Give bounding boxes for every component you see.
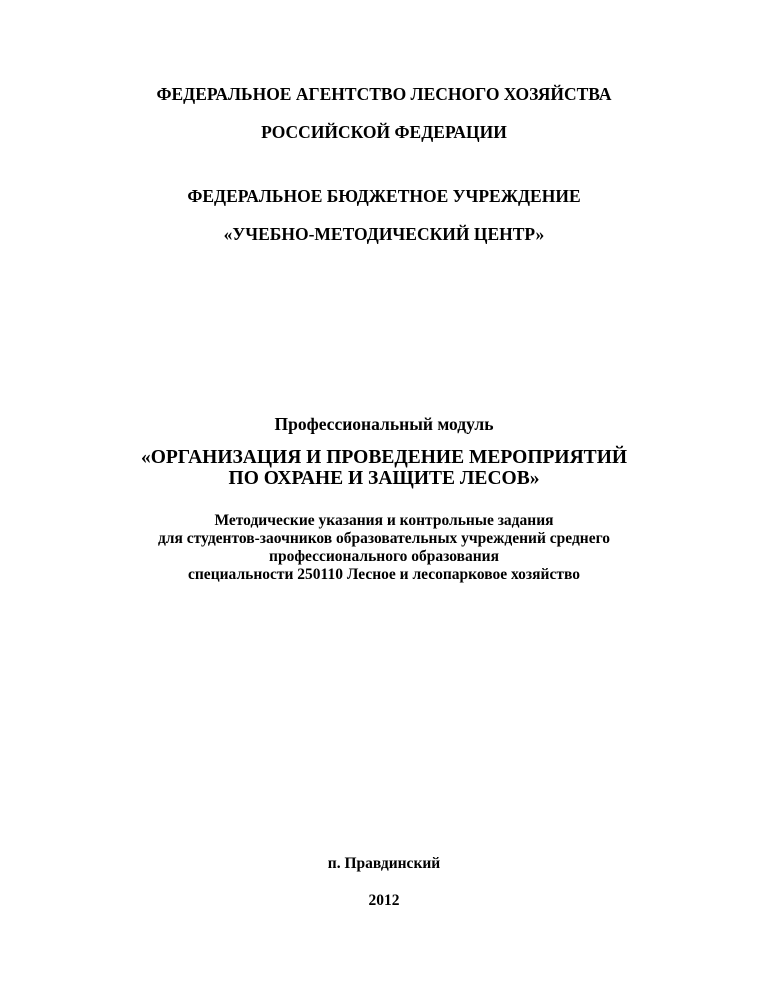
- agency-name-line-1: ФЕДЕРАЛЬНОЕ АГЕНТСТВО ЛЕСНОГО ХОЗЯЙСТВА: [156, 84, 612, 104]
- module-title-line-1: «ОРГАНИЗАЦИЯ И ПРОВЕДЕНИЕ МЕРОПРИЯТИЙ: [140, 447, 628, 468]
- institution-name-line-1: ФЕДЕРАЛЬНОЕ БЮДЖЕТНОЕ УЧРЕЖДЕНИЕ: [187, 186, 581, 206]
- module-title-line-2: ПО ОХРАНЕ И ЗАЩИТЕ ЛЕСОВ»: [228, 468, 540, 489]
- module-label: Профессиональный модуль: [274, 414, 494, 434]
- institution-name-line-2: «УЧЕБНО-МЕТОДИЧЕСКИЙ ЦЕНТР»: [223, 224, 545, 244]
- publication-city: п. Правдинский: [327, 855, 441, 872]
- publication-year: 2012: [368, 892, 400, 909]
- description-line-4: специальности 250110 Лесное и лесопарковое хозяйство: [188, 566, 580, 583]
- agency-name-line-2: РОССИЙСКОЙ ФЕДЕРАЦИИ: [261, 122, 507, 142]
- description-line-3: профессионального образования: [269, 548, 499, 565]
- description-line-1: Методические указания и контрольные задания: [214, 512, 554, 529]
- description-line-2: для студентов-заочников образовательных учреждений среднего: [157, 530, 611, 547]
